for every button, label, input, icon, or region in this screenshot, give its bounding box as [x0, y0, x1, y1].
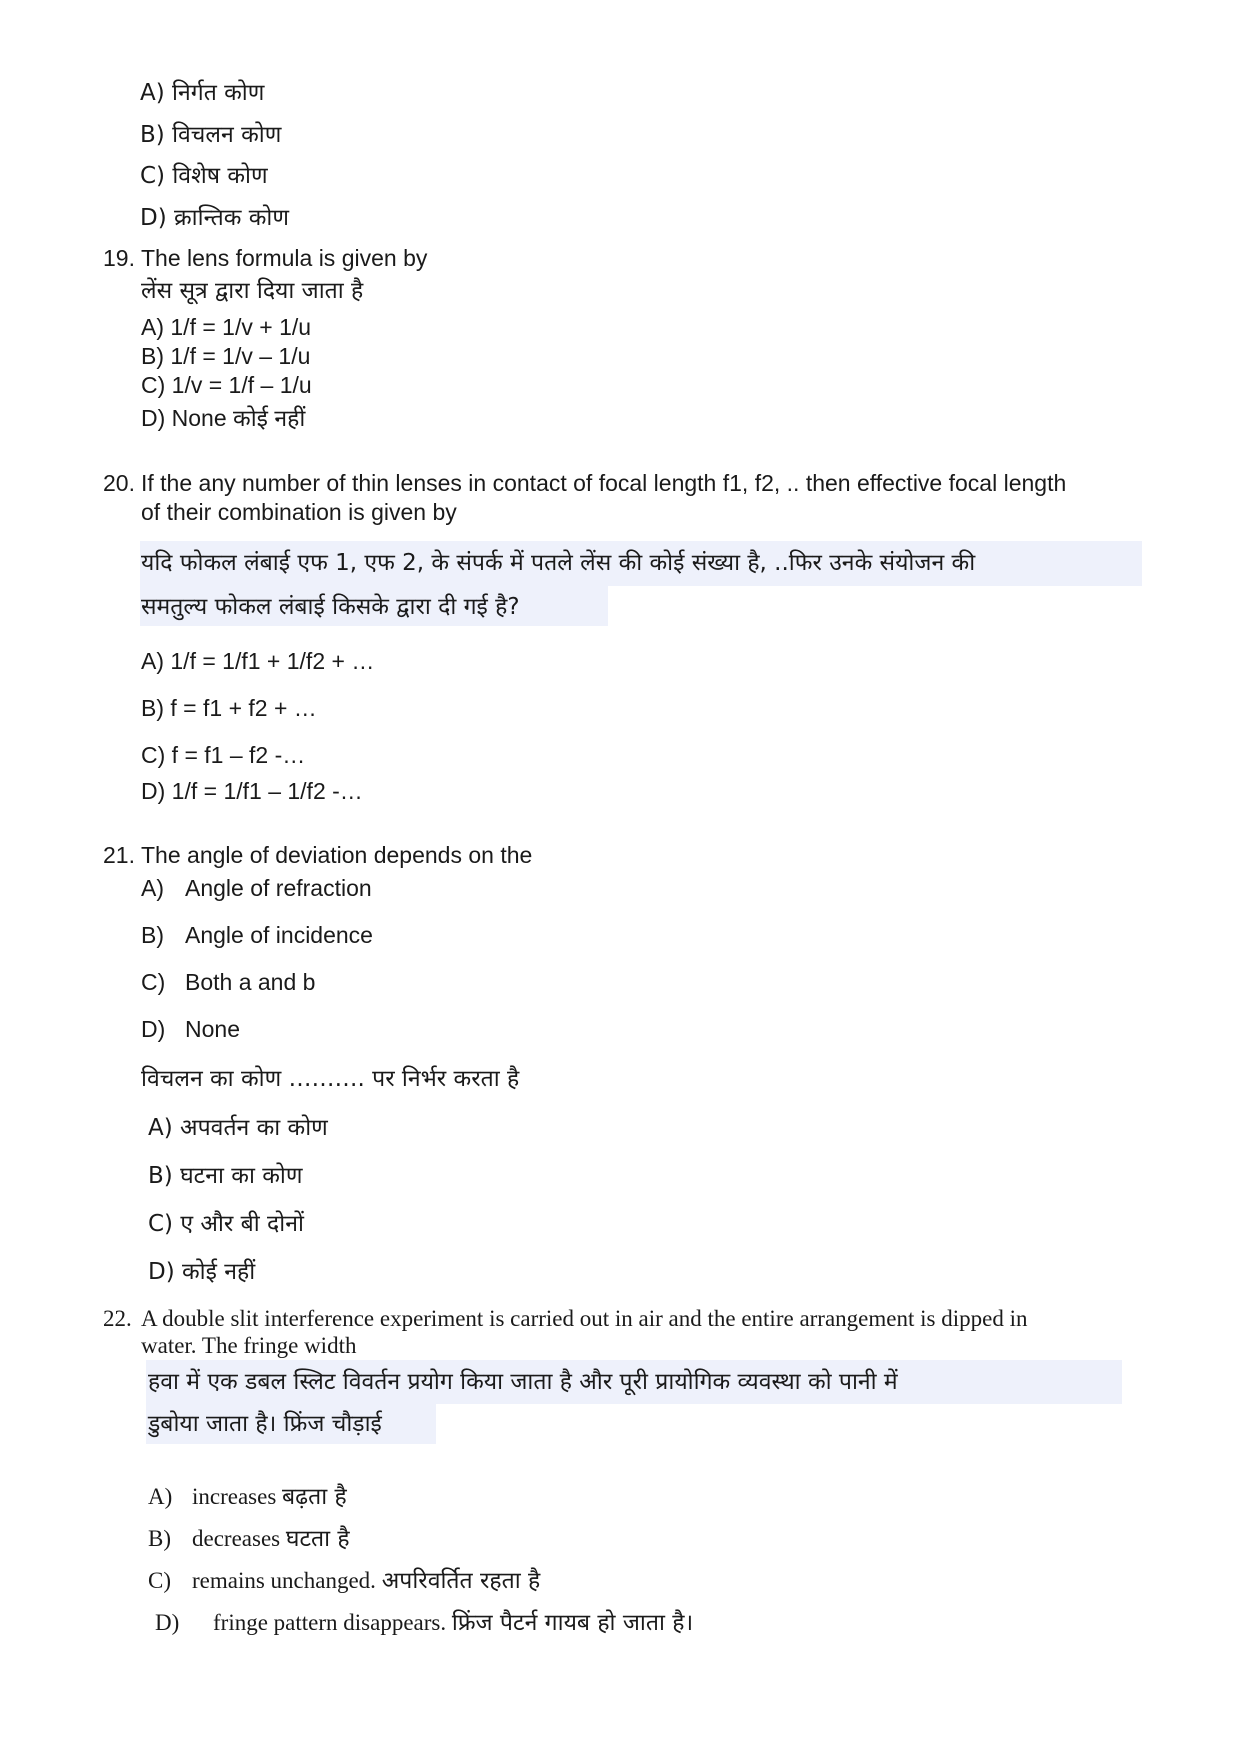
- option-letter: B): [141, 922, 164, 948]
- option-letter: A): [141, 875, 164, 901]
- option-text-hi: बढ़ता है: [282, 1484, 347, 1510]
- q19-option-a: A) 1/f = 1/v + 1/u: [141, 314, 312, 340]
- q19-question-hi: लेंस सूत्र द्वारा दिया जाता है: [141, 278, 364, 304]
- q20-question-en-line2: of their combination is given by: [141, 499, 457, 525]
- q19-option-d: D) None कोई नहीं: [141, 405, 306, 431]
- q22-question-en-line2: water. The fringe width: [141, 1333, 357, 1358]
- q22-option-a: [148, 1484, 347, 1510]
- option-letter: D): [155, 1610, 180, 1635]
- q22-option-c: [148, 1568, 540, 1594]
- option-letter: C): [141, 969, 166, 995]
- option-letter: D): [141, 1016, 166, 1042]
- q20-option-d: D) 1/f = 1/f1 – 1/f2 -…: [141, 778, 363, 804]
- q21-question-en: The angle of deviation depends on the: [141, 842, 533, 868]
- option-text: Both a and b: [185, 969, 316, 995]
- q21-option-hi-c: C) ए और बी दोनों: [148, 1211, 304, 1237]
- q21-option-hi-b: B) घटना का कोण: [148, 1163, 303, 1189]
- q22-question-hi-line1: हवा में एक डबल स्लिट विवर्तन प्रयोग किया जाता है और पूरी प्रायोगिक व्यवस्था को पानी में: [148, 1369, 898, 1395]
- q20-option-a: A) 1/f = 1/f1 + 1/f2 + …: [141, 648, 375, 674]
- option-text-en: decreases: [192, 1526, 281, 1551]
- option-text-hi: घटता है: [285, 1526, 350, 1552]
- q21-option-en-d: [141, 1016, 240, 1042]
- q21-option-en-c: [141, 969, 315, 995]
- option-letter: B): [148, 1526, 171, 1551]
- q19-option-b: B) 1/f = 1/v – 1/u: [141, 343, 311, 369]
- q20-question-hi-line1: यदि फोकल लंबाई एफ 1, एफ 2, के संपर्क में पतले लेंस की कोई संख्या है, ..फिर उनके संयोजन की: [141, 550, 976, 576]
- option-text-hi: फ्रिंज पैटर्न गायब हो जाता है।: [451, 1610, 694, 1636]
- q18-option-c: C) विशेष कोण: [140, 163, 268, 189]
- option-text-en: remains unchanged.: [192, 1568, 376, 1593]
- q20-option-c: C) f = f1 – f2 -…: [141, 742, 306, 768]
- q19-option-c: C) 1/v = 1/f – 1/u: [141, 372, 312, 398]
- q20-question-en-line1: If the any number of thin lenses in contact of focal length f1, f2, .. then effective focal length: [141, 470, 1067, 496]
- q21-number: 21.: [103, 842, 135, 868]
- q21-option-hi-a: A) अपवर्तन का कोण: [148, 1115, 328, 1141]
- option-letter: A): [148, 1484, 173, 1509]
- q20-number: 20.: [103, 470, 135, 496]
- q19-number: 19.: [103, 245, 135, 271]
- q21-option-hi-d: D) कोई नहीं: [148, 1259, 256, 1285]
- q18-option-d: D) क्रान्तिक कोण: [140, 205, 289, 231]
- q21-question-hi: विचलन का कोण ………. पर निर्भर करता है: [141, 1066, 520, 1092]
- option-letter: C): [148, 1568, 171, 1593]
- q22-question-en-line1: A double slit interference experiment is carried out in air and the entire arrangement is dipped in: [141, 1306, 1028, 1331]
- q19-question-en: The lens formula is given by: [141, 245, 428, 271]
- q21-option-en-a: [141, 875, 372, 901]
- q18-option-a: A) निर्गत कोण: [140, 80, 265, 106]
- q20-question-hi-line2: समतुल्य फोकल लंबाई किसके द्वारा दी गई है?: [141, 594, 520, 620]
- option-text-en: increases: [192, 1484, 277, 1509]
- option-text: Angle of refraction: [185, 875, 372, 901]
- q20-option-b: B) f = f1 + f2 + …: [141, 695, 317, 721]
- q22-number: 22.: [103, 1306, 132, 1331]
- option-text: Angle of incidence: [185, 922, 373, 948]
- q21-option-en-b: [141, 922, 373, 948]
- option-text: None: [185, 1016, 240, 1042]
- option-text-hi: अपरिवर्तित रहता है: [381, 1568, 541, 1594]
- q22-option-d: [155, 1610, 693, 1636]
- q22-question-hi-line2: डुबोया जाता है। फ्रिंज चौड़ाई: [148, 1411, 382, 1437]
- q22-option-b: [148, 1526, 350, 1552]
- option-text-en: fringe pattern disappears.: [213, 1610, 447, 1635]
- q18-option-b: B) विचलन कोण: [140, 122, 282, 148]
